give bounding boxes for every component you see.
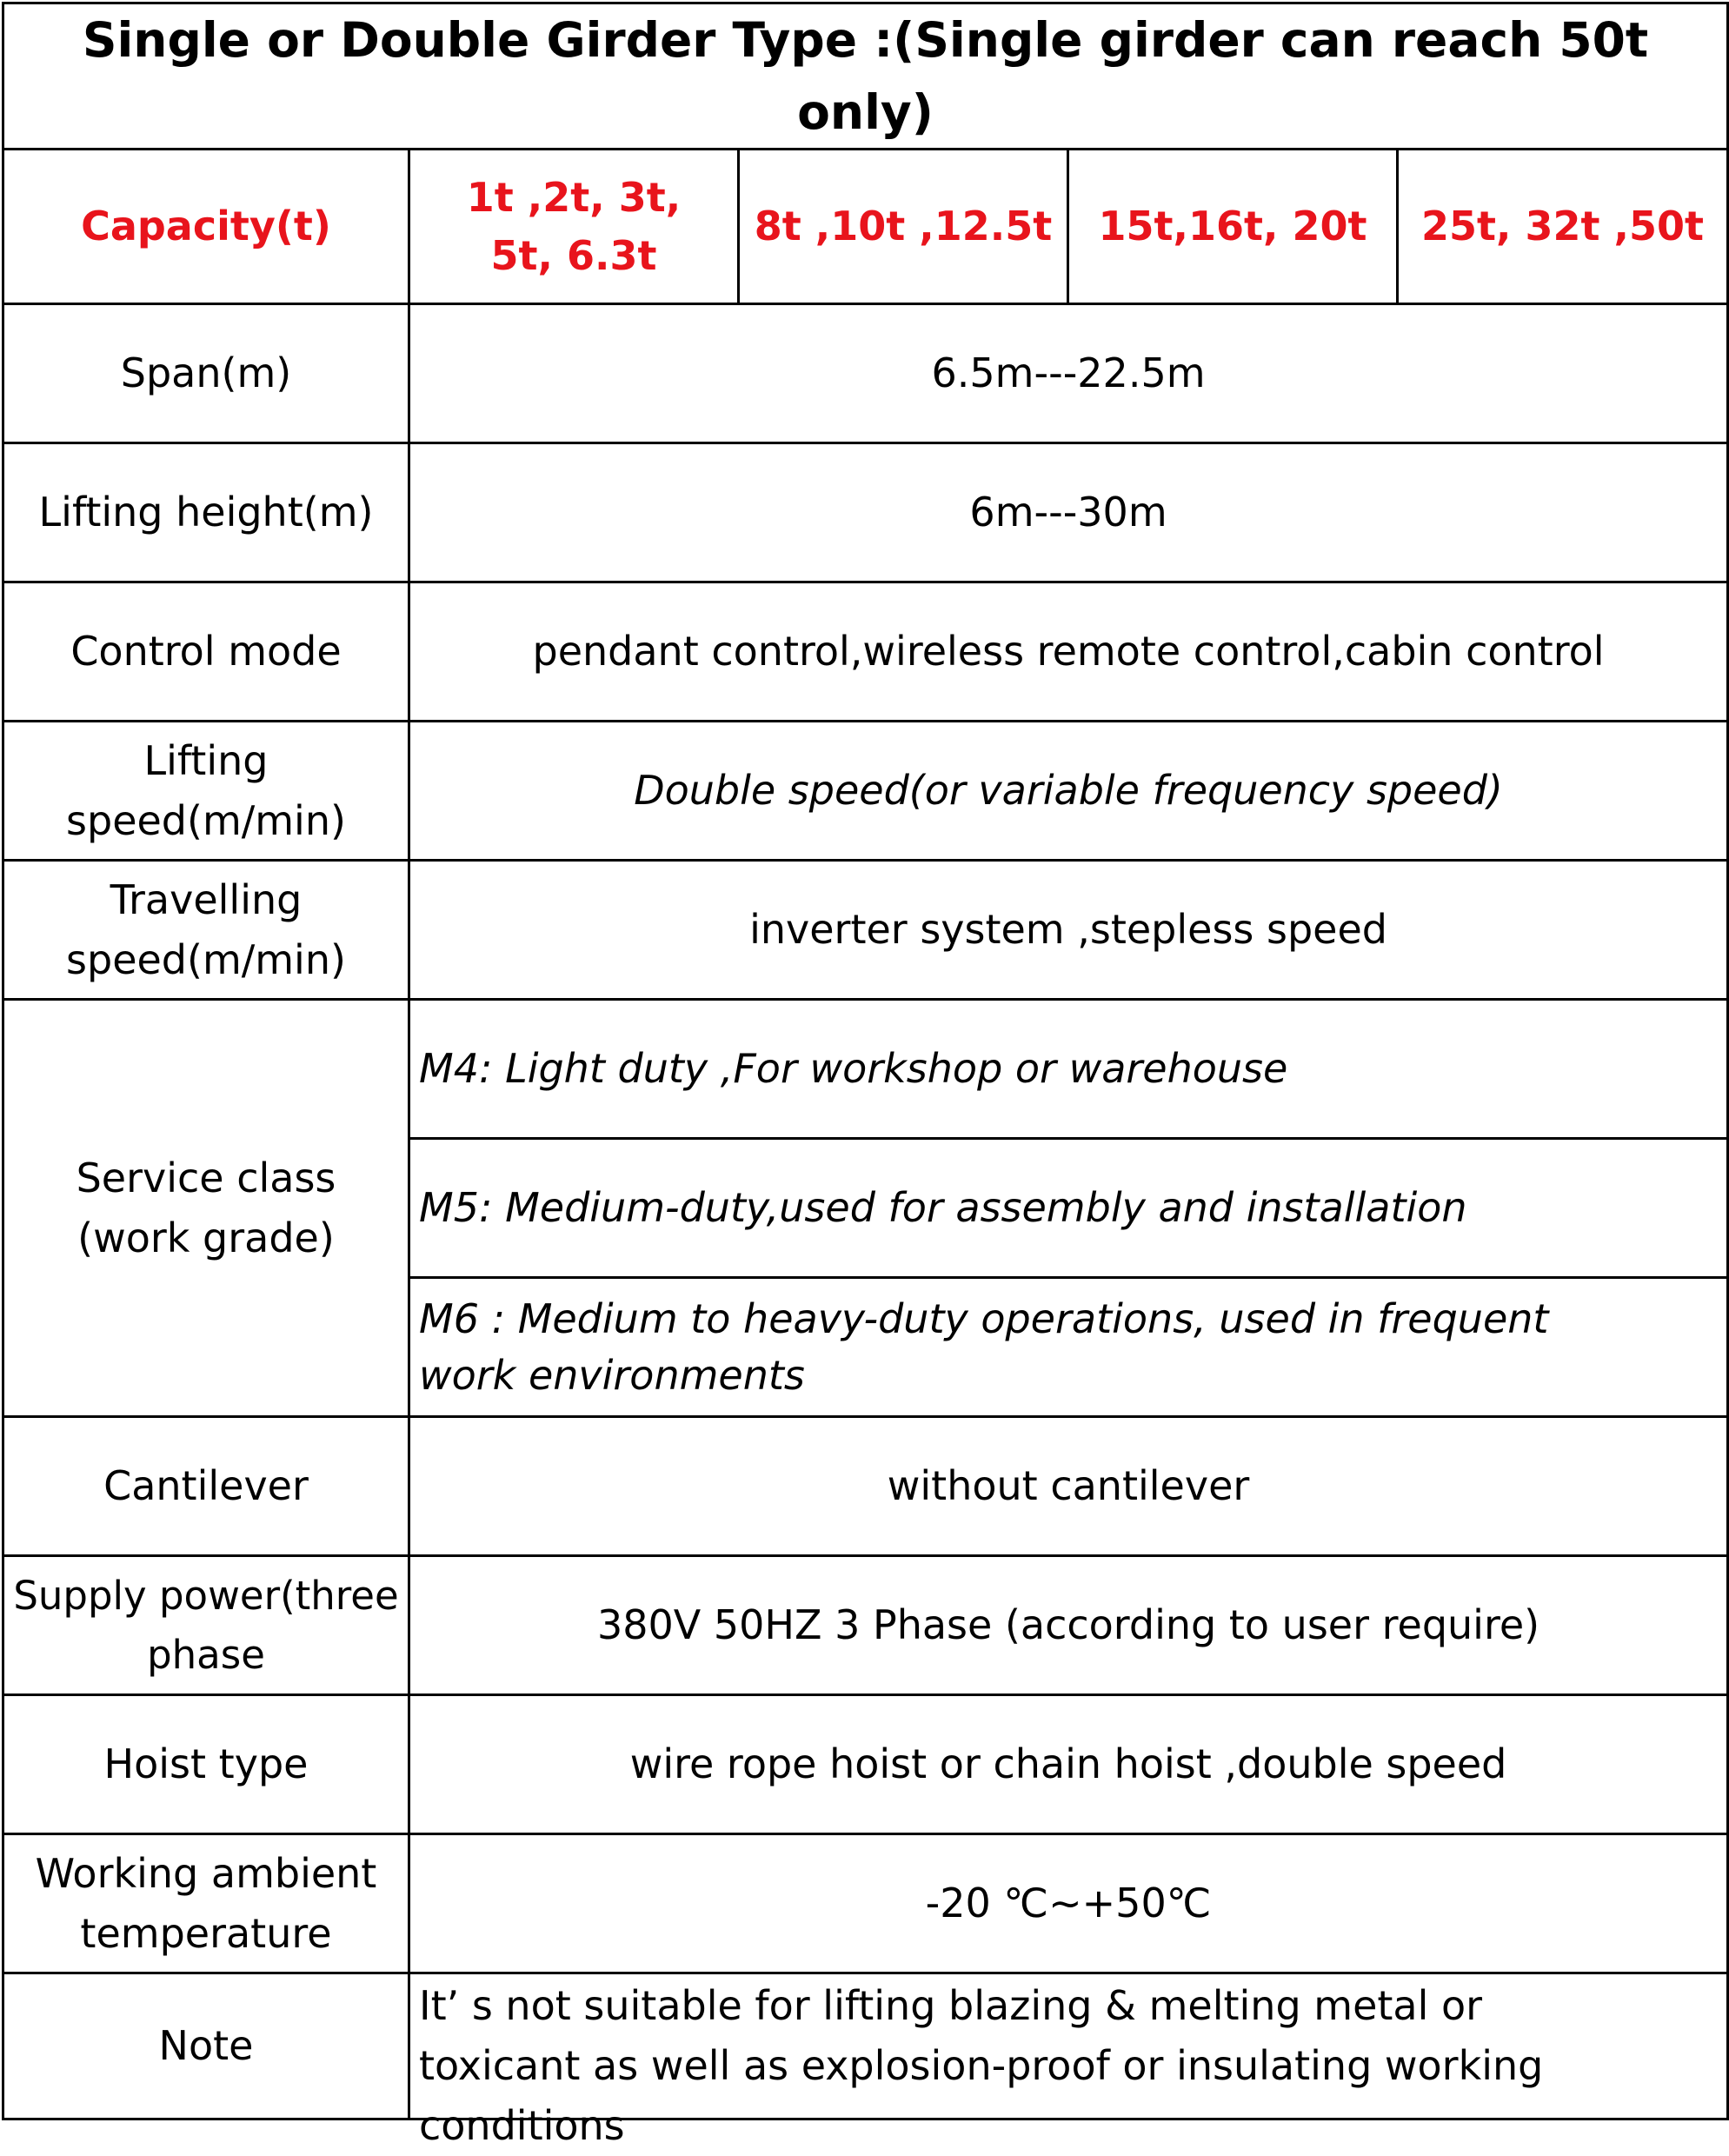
- title-row: [3, 3, 1728, 150]
- spec-table: [2, 2, 1729, 2149]
- control-mode-row: [3, 582, 1728, 722]
- note-value: It’ s not suitable for lifting blazing & melting metal or toxicant as well as explosion-proof or insulating working conditions: [419, 1982, 1544, 2149]
- supply-power-value: 380V 50HZ 3 Phase (according to user require): [409, 1556, 1728, 1695]
- note-cell: [409, 1973, 1728, 2149]
- control-mode-label: Control mode: [3, 582, 409, 722]
- lifting-speed-label: Lifting speed(m/min): [3, 722, 409, 861]
- capacity-label: Capacity(t): [3, 150, 409, 304]
- capacity-value-3: 15t,16t, 20t: [1068, 150, 1398, 304]
- note-row: [3, 1973, 1728, 2119]
- span-row: [3, 304, 1728, 443]
- temperature-value: -20 ℃~+50℃: [409, 1834, 1728, 1973]
- hoist-type-label: Hoist type: [3, 1695, 409, 1834]
- control-mode-value: pendant control,wireless remote control,cabin control: [409, 582, 1728, 722]
- hoist-type-value: wire rope hoist or chain hoist ,double speed: [409, 1695, 1728, 1834]
- service-class-label: Service class (work grade): [3, 1000, 409, 1417]
- table-title: Single or Double Girder Type :(Single girder can reach 50t only): [3, 3, 1728, 150]
- cantilever-value: without cantilever: [409, 1417, 1728, 1556]
- cantilever-row: [3, 1417, 1728, 1556]
- span-value: 6.5m---22.5m: [409, 304, 1728, 443]
- travelling-speed-row: [3, 861, 1728, 1000]
- span-label: Span(m): [3, 304, 409, 443]
- service-class-m4: M4: Light duty ,For workshop or warehouse: [409, 1000, 1728, 1139]
- temperature-row: [3, 1834, 1728, 1973]
- lifting-height-value: 6m---30m: [409, 443, 1728, 582]
- service-class-m5: M5: Medium-duty,used for assembly and installation: [409, 1139, 1728, 1278]
- supply-power-row: [3, 1556, 1728, 1695]
- lifting-height-label: Lifting height(m): [3, 443, 409, 582]
- service-class-row: [3, 1000, 1728, 1139]
- lifting-height-row: [3, 443, 1728, 582]
- service-class-m6: M6 : Medium to heavy-duty operations, used in frequent work environments: [409, 1278, 1728, 1417]
- cantilever-label: Cantilever: [3, 1417, 409, 1556]
- hoist-type-row: [3, 1695, 1728, 1834]
- capacity-value-1: 1t ,2t, 3t, 5t, 6.3t: [409, 150, 739, 304]
- capacity-row: [3, 150, 1728, 304]
- lifting-speed-row: [3, 722, 1728, 861]
- supply-power-label: Supply power(three phase: [3, 1556, 409, 1695]
- capacity-value-4: 25t, 32t ,50t: [1398, 150, 1728, 304]
- lifting-speed-value: Double speed(or variable frequency speed): [409, 722, 1728, 861]
- note-label: Note: [3, 1973, 409, 2119]
- travelling-speed-label: Travelling speed(m/min): [3, 861, 409, 1000]
- capacity-value-2: 8t ,10t ,12.5t: [739, 150, 1068, 304]
- temperature-label: Working ambient temperature: [3, 1834, 409, 1973]
- travelling-speed-value: inverter system ,stepless speed: [409, 861, 1728, 1000]
